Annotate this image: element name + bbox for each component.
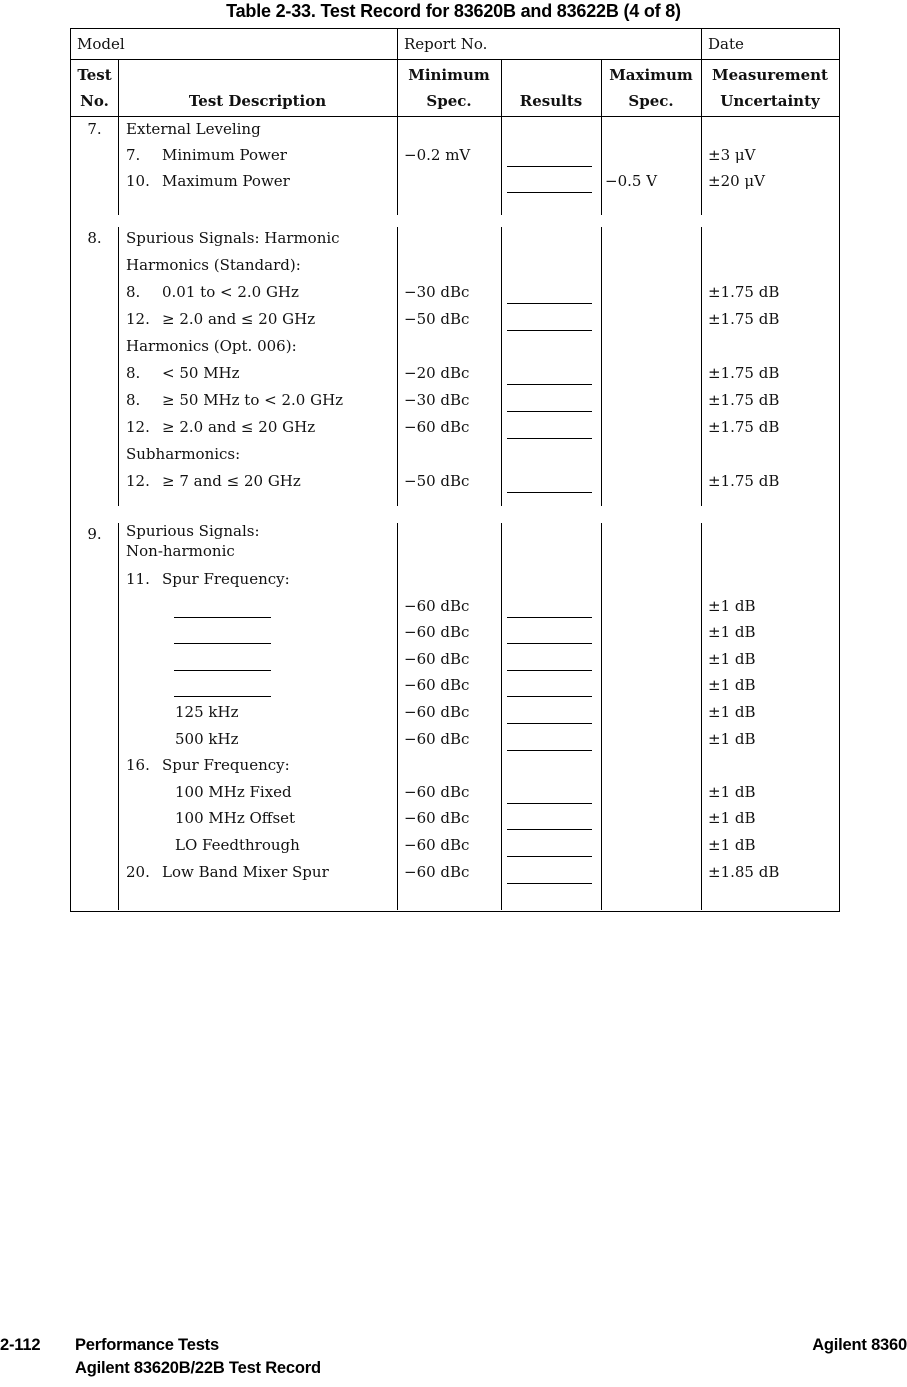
minimum-spec-value: −60 dBc xyxy=(404,676,470,695)
column-divider xyxy=(118,116,119,215)
description-heading: Spurious Signals: Harmonic xyxy=(126,229,340,247)
results-blank-line xyxy=(507,723,592,724)
column-divider xyxy=(397,227,398,506)
test-number: 7. xyxy=(87,120,102,138)
description-heading: Spurious Signals: xyxy=(126,522,260,540)
results-blank-line xyxy=(507,750,592,751)
minimum-spec-value: −30 dBc xyxy=(404,283,470,301)
description-item-number: 12. xyxy=(126,418,150,436)
test-number: 8. xyxy=(87,229,102,247)
results-blank-line xyxy=(507,803,592,804)
col-header-line xyxy=(118,62,397,88)
description-blank-line xyxy=(174,643,271,644)
results-blank-line xyxy=(507,643,592,644)
description-item-number: 8. xyxy=(126,391,141,409)
uncertainty-value: ±1 dB xyxy=(708,703,756,721)
uncertainty-value: ±1.75 dB xyxy=(708,364,780,382)
col-header-line xyxy=(501,62,601,88)
minimum-spec-value: −20 dBc xyxy=(404,364,470,382)
uncertainty-value: ±1.75 dB xyxy=(708,418,780,436)
page-footer xyxy=(0,1336,907,1384)
description-heading: External Leveling xyxy=(126,120,261,138)
uncertainty-value: ±1 dB xyxy=(708,649,756,668)
description-item-number: 10. xyxy=(126,172,150,190)
column-divider xyxy=(501,116,502,215)
description-blank-line xyxy=(174,617,271,618)
description-item: 0.01 to < 2.0 GHz xyxy=(162,283,299,301)
col-header-line: Minimum xyxy=(408,66,490,84)
column-divider xyxy=(601,523,602,910)
model-label: Model xyxy=(77,35,125,53)
column-divider xyxy=(397,29,398,59)
uncertainty-value: ±1.75 dB xyxy=(708,472,780,490)
col-header-description xyxy=(118,60,397,116)
minimum-spec-value: −60 dBc xyxy=(404,703,470,721)
minimum-spec-value: −60 dBc xyxy=(404,418,470,436)
col-header-line: Spec. xyxy=(426,92,472,110)
description-subitem: 100 MHz Fixed xyxy=(175,782,292,801)
uncertainty-value: ±1.75 dB xyxy=(708,310,780,328)
description-item: ≥ 7 and ≤ 20 GHz xyxy=(162,472,301,490)
col-header-line: Uncertainty xyxy=(720,92,820,110)
minimum-spec-value: −0.2 mV xyxy=(404,146,471,164)
col-header-line: No. xyxy=(80,92,109,110)
description-subitem: 125 kHz xyxy=(175,703,239,721)
column-divider xyxy=(701,60,702,116)
results-blank-line xyxy=(507,330,592,331)
column-divider xyxy=(501,227,502,506)
description-item: Spur Frequency: xyxy=(162,570,290,588)
description-item-number: 20. xyxy=(126,862,150,881)
footer-product-name: Agilent 8360 xyxy=(812,1336,907,1354)
minimum-spec-value: −60 dBc xyxy=(404,596,470,615)
results-blank-line xyxy=(507,166,592,167)
footer-section-title: Performance Tests xyxy=(75,1336,219,1354)
minimum-spec-value: −60 dBc xyxy=(404,649,470,668)
date-label: Date xyxy=(708,35,744,53)
uncertainty-value: ±1 dB xyxy=(708,782,756,801)
column-divider xyxy=(501,60,502,116)
description-item-number: 7. xyxy=(126,146,141,164)
results-blank-line xyxy=(507,883,592,884)
results-blank-line xyxy=(507,384,592,385)
col-header-minimum-spec xyxy=(397,60,501,116)
minimum-spec-value: −60 dBc xyxy=(404,836,470,854)
description-subitem: 500 kHz xyxy=(175,729,239,748)
uncertainty-value: ±1 dB xyxy=(708,623,756,642)
minimum-spec-value: −60 dBc xyxy=(404,809,470,828)
column-divider xyxy=(701,29,702,59)
uncertainty-value: ±1 dB xyxy=(708,596,756,615)
results-blank-line xyxy=(507,617,592,618)
minimum-spec-value: −30 dBc xyxy=(404,391,470,409)
column-divider xyxy=(701,116,702,215)
description-blank-line xyxy=(174,670,271,671)
description-item: < 50 MHz xyxy=(162,364,240,382)
description-item: ≥ 2.0 and ≤ 20 GHz xyxy=(162,310,316,328)
results-blank-line xyxy=(507,670,592,671)
uncertainty-value: ±1.75 dB xyxy=(708,391,780,409)
description-item: ≥ 50 MHz to < 2.0 GHz xyxy=(162,391,344,409)
uncertainty-value: ±1 dB xyxy=(708,809,756,828)
uncertainty-value: ±1.85 dB xyxy=(708,862,780,881)
description-item: Maximum Power xyxy=(162,172,290,190)
uncertainty-value: ±20 μV xyxy=(708,172,766,190)
col-header-line: Maximum xyxy=(609,66,693,84)
column-divider xyxy=(701,227,702,506)
maximum-spec-value: −0.5 V xyxy=(605,172,658,190)
description-item: Spur Frequency: xyxy=(162,756,290,775)
col-header-results xyxy=(501,60,601,116)
results-blank-line xyxy=(507,303,592,304)
results-blank-line xyxy=(507,192,592,193)
column-divider xyxy=(397,523,398,910)
col-header-line: Test xyxy=(77,66,112,84)
column-divider xyxy=(397,116,398,215)
results-blank-line xyxy=(507,856,592,857)
col-header-line: Test Description xyxy=(188,92,327,110)
column-divider xyxy=(118,227,119,506)
column-divider xyxy=(601,116,602,215)
col-header-maximum-spec xyxy=(601,60,701,116)
minimum-spec-value: −60 dBc xyxy=(404,782,470,801)
results-blank-line xyxy=(507,696,592,697)
description-item: Low Band Mixer Spur xyxy=(162,862,329,881)
description-subitem: LO Feedthrough xyxy=(175,836,300,854)
column-divider xyxy=(701,523,702,910)
description-item: Minimum Power xyxy=(162,146,287,164)
uncertainty-value: ±1.75 dB xyxy=(708,283,780,301)
test-number: 9. xyxy=(87,525,102,543)
results-blank-line xyxy=(507,411,592,412)
minimum-spec-value: −50 dBc xyxy=(404,310,470,328)
footer-page-number: 2-112 xyxy=(0,1336,41,1354)
description-item-number: 11. xyxy=(126,570,150,588)
uncertainty-value: ±1 dB xyxy=(708,836,756,854)
description-subitem: 100 MHz Offset xyxy=(175,809,296,828)
minimum-spec-value: −50 dBc xyxy=(404,472,470,490)
description-item-number: 8. xyxy=(126,283,141,301)
report-no-label: Report No. xyxy=(404,35,488,53)
description-heading: Harmonics (Opt. 006): xyxy=(126,337,297,355)
minimum-spec-value: −60 dBc xyxy=(404,623,470,642)
column-divider xyxy=(118,523,119,910)
description-heading: Harmonics (Standard): xyxy=(126,256,301,274)
col-header-test-no xyxy=(71,60,118,116)
description-item: ≥ 2.0 and ≤ 20 GHz xyxy=(162,418,316,436)
col-header-measurement-uncertainty xyxy=(701,60,839,116)
uncertainty-value: ±3 μV xyxy=(708,146,756,164)
description-heading: Subharmonics: xyxy=(126,445,241,463)
column-divider xyxy=(601,60,602,116)
column-divider xyxy=(397,60,398,116)
column-divider xyxy=(118,60,119,116)
results-blank-line xyxy=(507,829,592,830)
description-item-number: 8. xyxy=(126,364,141,382)
minimum-spec-value: −60 dBc xyxy=(404,729,470,748)
description-item-number: 12. xyxy=(126,310,150,328)
uncertainty-value: ±1 dB xyxy=(708,729,756,748)
page-title: Table 2-33. Test Record for 83620B and 83622B (4 of 8) xyxy=(226,1,681,21)
minimum-spec-value: −60 dBc xyxy=(404,862,470,881)
description-item-number: 12. xyxy=(126,472,150,490)
footer-subsection-title: Agilent 83620B/22B Test Record xyxy=(75,1359,321,1377)
column-divider xyxy=(501,523,502,910)
results-blank-line xyxy=(507,438,592,439)
col-header-line: Measurement xyxy=(712,66,828,84)
column-divider xyxy=(601,227,602,506)
description-item-number: 16. xyxy=(126,756,150,775)
description-heading: Non-harmonic xyxy=(126,542,235,560)
description-blank-line xyxy=(174,696,271,697)
col-header-line: Spec. xyxy=(628,92,674,110)
test-record-table xyxy=(70,28,840,912)
results-blank-line xyxy=(507,492,592,493)
uncertainty-value: ±1 dB xyxy=(708,676,756,695)
header-divider xyxy=(71,59,839,60)
col-header-line: Results xyxy=(519,92,583,110)
